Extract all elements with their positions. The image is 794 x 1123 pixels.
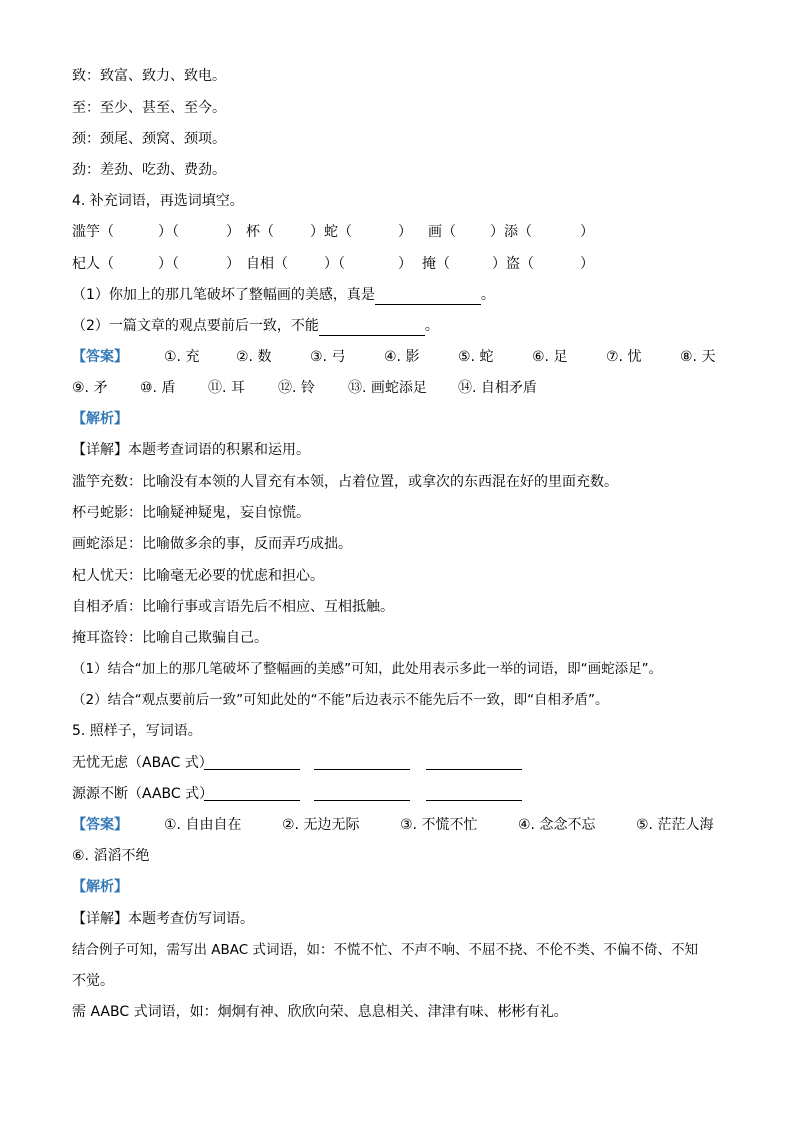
q4-sentence-1 (72, 285, 495, 305)
q4-row1-seg: ）（ (158, 224, 179, 240)
q4-s1-prefix: （1）你加上的那几笔破坏了整幅画的美感，真是 (72, 287, 375, 303)
q4-row2-seg: 掩（ (422, 256, 450, 272)
answer-blank[interactable] (204, 753, 300, 770)
q4-row1-seg: 滥竽（ (72, 224, 114, 240)
explanation-line: 画蛇添足：比喻做多余的事，反而弄巧成拙。 (72, 536, 352, 552)
explanation-line: 自相矛盾：比喻行事或言语先后不相应、互相抵触。 (72, 599, 394, 615)
analysis-label: 【解析】 (72, 879, 128, 895)
q4-row1-seg: ） (580, 224, 594, 240)
answer-item: ⑩. 盾 (140, 380, 176, 396)
q4-s2-prefix: （2）一篇文章的观点要前后一致，不能 (72, 318, 319, 334)
explanation-line: 需 AABC 式词语，如：炯炯有神、欣欣向荣、息息相关、津津有味、彬彬有礼。 (72, 1004, 568, 1020)
answer-blank[interactable] (204, 784, 300, 801)
answer-label: 【答案】 (72, 817, 128, 833)
q5-row2-label: 源源不断（AABC 式） (72, 786, 214, 802)
detail-line: 【详解】本题考查词语的积累和运用。 (72, 442, 310, 458)
answer-item: ④. 念念不忘 (518, 817, 596, 833)
answer-item: ⑥. 足 (532, 349, 568, 365)
explanation-line: 杯弓蛇影：比喻疑神疑鬼，妄自惊慌。 (72, 505, 310, 521)
answer-item: ⑧. 天 (680, 349, 716, 365)
answer-blank[interactable] (426, 784, 522, 801)
q5-row2 (72, 784, 532, 804)
q4-s2-suffix: 。 (424, 318, 439, 334)
q4-row1-seg: ） (226, 224, 240, 240)
answer-blank[interactable] (314, 784, 410, 801)
analysis-label: 【解析】 (72, 411, 128, 427)
q4-row2-seg: ）（ (324, 256, 345, 272)
answer-blank[interactable] (314, 753, 410, 770)
q4-title: 4. 补充词语，再选词填空。 (72, 193, 244, 209)
answer-item: ③. 弓 (310, 349, 346, 365)
q4-row2-seg: 自相（ (246, 256, 288, 272)
q5-title: 5. 照样子，写词语。 (72, 723, 202, 739)
q5-answer-row1 (72, 815, 722, 835)
q4-answer-row1 (72, 347, 722, 367)
q4-s1-suffix: 。 (480, 287, 495, 303)
answer-blank[interactable] (375, 288, 481, 305)
q4-row2-seg: ）（ (158, 256, 179, 272)
q4-row1-seg: 杯（ (246, 224, 274, 240)
answer-item: ⑬. 画蛇添足 (348, 380, 427, 396)
explanation-line: 掩耳盗铃：比喻自己欺骗自己。 (72, 630, 268, 646)
q3-line: 致：致富、致力、致电。 (72, 68, 226, 84)
q3-line: 劲：差劲、吃劲、费劲。 (72, 162, 226, 178)
answer-item: ②. 数 (236, 349, 272, 365)
answer-item: ④. 影 (384, 349, 420, 365)
answer-item: ③. 不慌不忙 (400, 817, 478, 833)
q4-sentence-2 (72, 316, 439, 336)
q4-row1-seg: ）蛇（ (310, 224, 352, 240)
q4-row1-seg: 画（ (428, 224, 456, 240)
answer-item: ⑤. 茫茫人海 (636, 817, 714, 833)
answer-label: 【答案】 (72, 349, 128, 365)
answer-item: ⑪. 耳 (208, 380, 245, 396)
answer-item: ⑥. 滔滔不绝 (72, 848, 150, 864)
answer-blank[interactable] (426, 753, 522, 770)
q4-row2-seg: ） (580, 256, 594, 272)
answer-item: ①. 自由自在 (164, 817, 242, 833)
explanation-line: 不觉。 (72, 973, 114, 989)
q3-line: 至：至少、甚至、至今。 (72, 100, 226, 116)
q4-row2-seg: ） (226, 256, 240, 272)
q4-row1 (72, 222, 722, 242)
q4-row1-seg: ）添（ (490, 224, 532, 240)
explanation-line: 杞人忧天：比喻毫无必要的忧虑和担心。 (72, 568, 324, 584)
answer-item: ⑦. 忧 (606, 349, 642, 365)
q4-row2-seg: ） (398, 256, 412, 272)
explanation-line: 滥竽充数：比喻没有本领的人冒充有本领，占着位置，或拿次的东西混在好的里面充数。 (72, 474, 618, 490)
answer-item: ②. 无边无际 (282, 817, 360, 833)
q3-line: 颈：颈尾、颈窝、颈项。 (72, 131, 226, 147)
answer-item: ⑨. 矛 (72, 380, 108, 396)
explanation-line: 结合例子可知，需写出 ABAC 式词语，如：不慌不忙、不声不响、不屈不挠、不伦不类、不偏不倚、不知 (72, 942, 699, 958)
explanation-line: （1）结合“加上的那几笔破坏了整幅画的美感”可知，此处用表示多此一举的词语，即“画蛇添足”。 (72, 661, 663, 677)
q4-row2-seg: ）盗（ (492, 256, 534, 272)
q5-row1 (72, 753, 532, 773)
q4-row2 (72, 254, 722, 274)
q4-row1-seg: ） (398, 224, 412, 240)
answer-item: ⑤. 蛇 (458, 349, 494, 365)
q4-row2-seg: 杞人（ (72, 256, 114, 272)
q4-answer-row2 (72, 378, 722, 398)
explanation-line: （2）结合“观点要前后一致”可知此处的“不能”后边表示不能先后不一致，即“自相矛盾”。 (72, 692, 609, 708)
detail-line: 【详解】本题考查仿写词语。 (72, 911, 254, 927)
answer-item: ①. 充 (164, 349, 200, 365)
q5-row1-label: 无忧无虑（ABAC 式） (72, 755, 213, 771)
answer-blank[interactable] (319, 319, 425, 336)
answer-item: ⑫. 铃 (278, 380, 315, 396)
answer-item: ⑭. 自相矛盾 (458, 380, 537, 396)
